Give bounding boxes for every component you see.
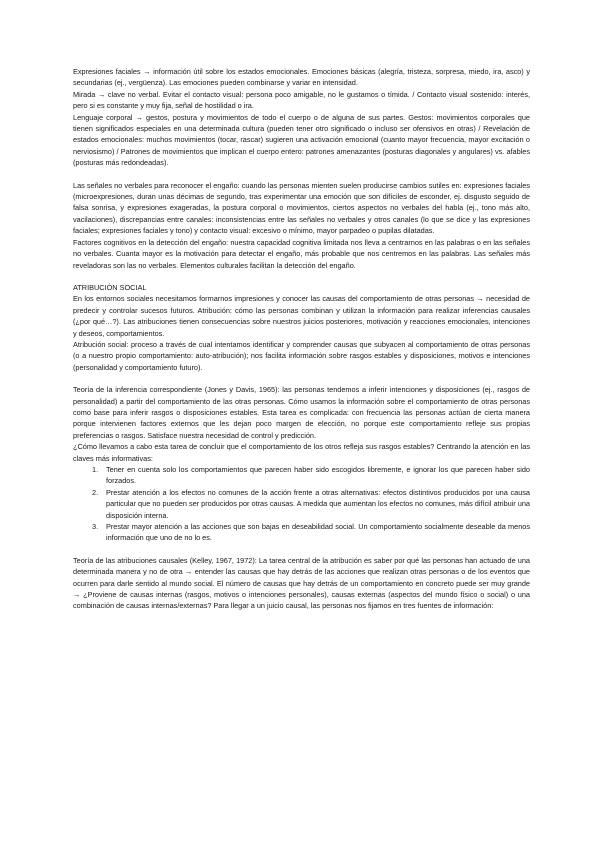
paragraph-deception-signals: Las señales no verbales para reconocer el engaño: cuando las personas mienten suelen producirse cambios sutiles en: expresiones faciales (microexpresiones, duran unas décimas de segundo, tras experimentar una emoción que son difíciles de esconder, ej. disgusto seguido de falsa sonrisa, y expresiones exageradas, la postura corporal o movimientos, ciertos aspectos no verbales del habla (ej., tono más alto, vacilaciones), discrepancias entre canales: inconsistencias entre las señales no verbales y otros canales (lo que se dice y las expresiones faciales; expresiones faciales y tono) y contacto visual: excesivo o mínimo, mayor parpadeo o pupilas dilatadas.	[73, 180, 530, 236]
paragraph-spacer	[73, 271, 530, 282]
list-item	[73, 487, 530, 521]
list-item-text: Tener en cuenta solo los comportamientos que parecen haber sido escogidos libremente, e ignorar los que parecen haber sido forzados.	[106, 465, 530, 486]
document-body	[73, 66, 530, 612]
list-item-number: 1.	[92, 465, 99, 474]
list-item-number: 2.	[92, 487, 99, 497]
paragraph-cognitive-factors: Factores cognitivos en la detección del engaño: nuestra capacidad cognitiva limitada nos lleva a centrarnos en las palabras o en las señales no verbales. Cuanta mayor es la motivación para detectar el engaño, más probable que nos centremos en las palabras. Las señales más reveladoras son las no verbales. Elementos culturales facilitan la detección del engaño.	[73, 237, 530, 270]
list-item-text: Prestar atención a los efectos no comunes de la acción frente a otras alternativas: efectos distintivos producidos por una causa particular que no pueden ser producidos por otras causas. A medida que aumentan los efectos no comunes, más difícil atribuir una disposición interna.	[106, 487, 530, 520]
paragraph-spacer	[73, 544, 530, 555]
paragraph-social-environments: En los entornos sociales necesitamos formarnos impresiones y conocer las causas del comportamiento de otras personas → necesidad de predecir y controlar sucesos futuros. Atribución: cómo las personas combinan y utilizan la información para realizar inferencias causales (¿por qué…?). Las atribuciones tienen consecuencias sobre nuestros juicios posteriores, motivación y reacciones emocionales, intenciones y deseos, comportamientos.	[73, 294, 530, 338]
list-item	[73, 464, 530, 487]
numbered-list	[73, 464, 530, 544]
paragraph-social-attribution: Atribución social: proceso a través de cual intentamos identificar y comprender causas que subyacen al comportamiento de otras personas (o a nuestro propio comportamiento: auto-atribución); nos facilita información sobre rasgos estables y disposiciones, motivos e intenciones (personalidad y comportamiento futuro).	[73, 339, 530, 372]
paragraph-body-language: Lenguaje corporal → gestos, postura y movimientos de todo el cuerpo o de alguna de sus partes. Gestos: movimientos corporales que tienen significados especiales en una determinada cultura (pueden tener otro significado o incluso ser ofensivos en otras) / Revelación de estados emocionales: muchos movimientos (tocar, rascar) sugieren una activación emocional (cuanto mayor frecuencia, mayor excitación o nerviosismo) / Patrones de movimientos que implican el cuerpo entero: patrones amenazantes (posturas diagonales y angulares) vs. afables (posturas más redondeadas).	[73, 112, 530, 168]
paragraph-causal-attribution: Teoría de las atribuciones causales (Kelley, 1967, 1972): La tarea central de la atribución es saber por qué las personas han actuado de una determinada manera y no de otra → entender las causas que hay detrás de las acciones que realizan otras personas o de los eventos que ocurren para darle sentido al mundo social. El número de causas que hay detrás de un comportamiento en concreto puede ser muy grande → ¿Proviene de causas internas (rasgos, motivos o intenciones personales), causas externas (aspectos del mundo físico o social) o una combinación de causas internas/externas? Para llegar a un juicio causal, las personas nos fijamos en tres fuentes de información:	[73, 555, 530, 611]
paragraph-spacer	[73, 169, 530, 180]
paragraph-facial-expressions: Expresiones faciales → información útil sobre los estados emocionales. Emociones básicas (alegría, tristeza, sorpresa, miedo, ira, asco) y secundarias (ej., vergüenza). Las emociones pueden combinarse y variar en intensidad.	[73, 67, 530, 88]
list-item-number: 3.	[92, 522, 99, 532]
paragraph-gaze: Mirada → clave no verbal. Evitar el contacto visual: persona poco amigable, no le gustamos o tímida. / Contacto visual sostenido: interés, pero si es constante y muy fija, señal de hostilidad o ira.	[73, 89, 530, 111]
list-item	[73, 521, 530, 544]
section-heading: ATRIBUCIÓN SOCIAL	[73, 282, 147, 292]
paragraph-correspondent-inference: Teoría de la inferencia correspondiente (Jones y Davis, 1965): las personas tendemos a inferir intenciones y disposiciones (ej., rasgos de personalidad) a partir del comportamiento de las otras personas. Cómo usamos la información sobre el comportamiento de otras personas como base para inferir rasgos o disposiciones estables. Esta tarea es complicada: con frecuencia las personas actúan de cierta manera porque intervienen factores externos que les dejan poco margen de elección, no porque este comportamiento refleje sus propias preferencias o rasgos. Satisface nuestra necesidad de control y predicción.	[73, 385, 530, 440]
paragraph-how-question: ¿Cómo llevamos a cabo esta tarea de concluir que el comportamiento de los otros refleja sus rasgos estables? Centrando la atención en las claves más informativas:	[73, 442, 530, 463]
list-item-text: Prestar mayor atención a las acciones que son bajas en deseabilidad social. Un comportamiento socialmente deseable da menos información que uno de no lo es.	[106, 522, 530, 543]
paragraph-spacer	[73, 373, 530, 384]
